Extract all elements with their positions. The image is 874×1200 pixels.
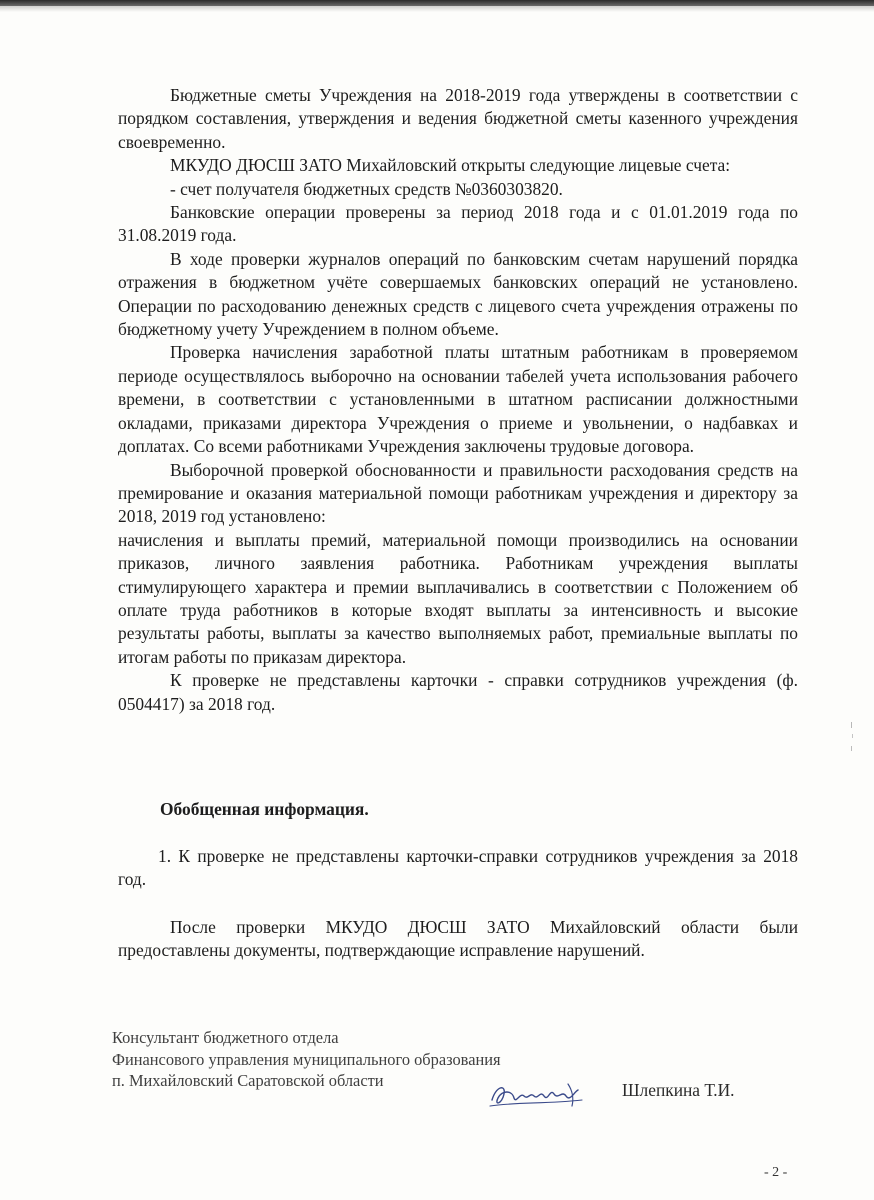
paragraph-budget-estimates: Бюджетные сметы Учреждения на 2018-2019 года утверждены в соответствии с порядком составления, утверждения и ведения бюджетной сметы казенного учреждения своевременно.: [118, 85, 798, 152]
signer-position-line-1: Консультант бюджетного отдела: [112, 1028, 339, 1047]
paragraph-bank-operations: Банковские операции проверены за период 2018 года и с 01.01.2019 года по 31.08.2019 года.: [118, 202, 798, 246]
signer-position-line-2: Финансового управления муниципального образования: [112, 1049, 501, 1069]
paragraph-account-number: - счет получателя бюджетных средств №0360303820.: [170, 178, 563, 199]
paragraph-bonus-check: Выборочной проверкой обоснованности и правильности расходования средств на премирование и оказания материальной помощи работникам учреждения и директору за 2018, 2019 год установлено:: [118, 459, 798, 527]
closing-paragraph: После проверки МКУДО ДЮСШ ЗАТО Михайловский области были предоставлены документы, подтверждающие исправление нарушений.: [118, 917, 798, 961]
summary-item: [118, 845, 798, 892]
document-body: [118, 84, 798, 716]
paragraph-journal-check: В ходе проверки журналов операций по банковским счетам нарушений порядка отражения в бюджетном учёте совершаемых банковских операций не установлено. Операции по расходованию денежных средств с лицевого счета учреждения отражены по бюджетному учету Учреждением в полном объеме.: [118, 248, 798, 340]
summary-closing: [118, 916, 798, 963]
summary-heading: Обобщенная информация.: [160, 799, 369, 819]
paragraph-cards-missing: К проверке не представлены карточки - справки сотрудников учреждения (ф. 0504417) за 2018 год.: [118, 670, 798, 714]
paragraph-accounts-opened: МКУДО ДЮСШ ЗАТО Михайловский открыты следующие лицевые счета:: [170, 155, 731, 176]
paragraph-bonus-details: начисления и выплаты премий, материальной помощи производились на основании приказов, личного заявления работника. Работникам учреждения выплаты стимулирующего характера и премии выплачивались в соответствии с Положением об оплате труда работников в которые входят выплаты за интенсивность и высокие результаты работы, выплаты за качество выполняемых работ, премиальные выплаты по итогам работы по приказам директора.: [118, 529, 798, 667]
signer-position-line-3: п. Михайловский Саратовской области: [112, 1071, 384, 1090]
scan-artifact: [850, 720, 854, 760]
signer-name: Шлепкина Т.И.: [622, 1080, 735, 1100]
handwritten-signature: [486, 1078, 590, 1112]
paragraph-salary-check: Проверка начисления заработной платы штатным работникам в проверяемом периоде осуществлялось выборочно на основании табелей учета использования рабочего времени, в соответствии с установленными в штатном расписании должностными окладами, приказами директора Учреждения о приеме и увольнении, о надбавках и доплатах. Со всеми работниками Учреждения заключены трудовые договора.: [118, 342, 798, 457]
scan-edge-shadow: [0, 6, 874, 12]
signature-block: [112, 1027, 501, 1092]
summary-item-1: 1. К проверке не представлены карточки-справки сотрудников учреждения за 2018 год.: [118, 846, 798, 890]
page-number: - 2 -: [764, 1165, 788, 1180]
